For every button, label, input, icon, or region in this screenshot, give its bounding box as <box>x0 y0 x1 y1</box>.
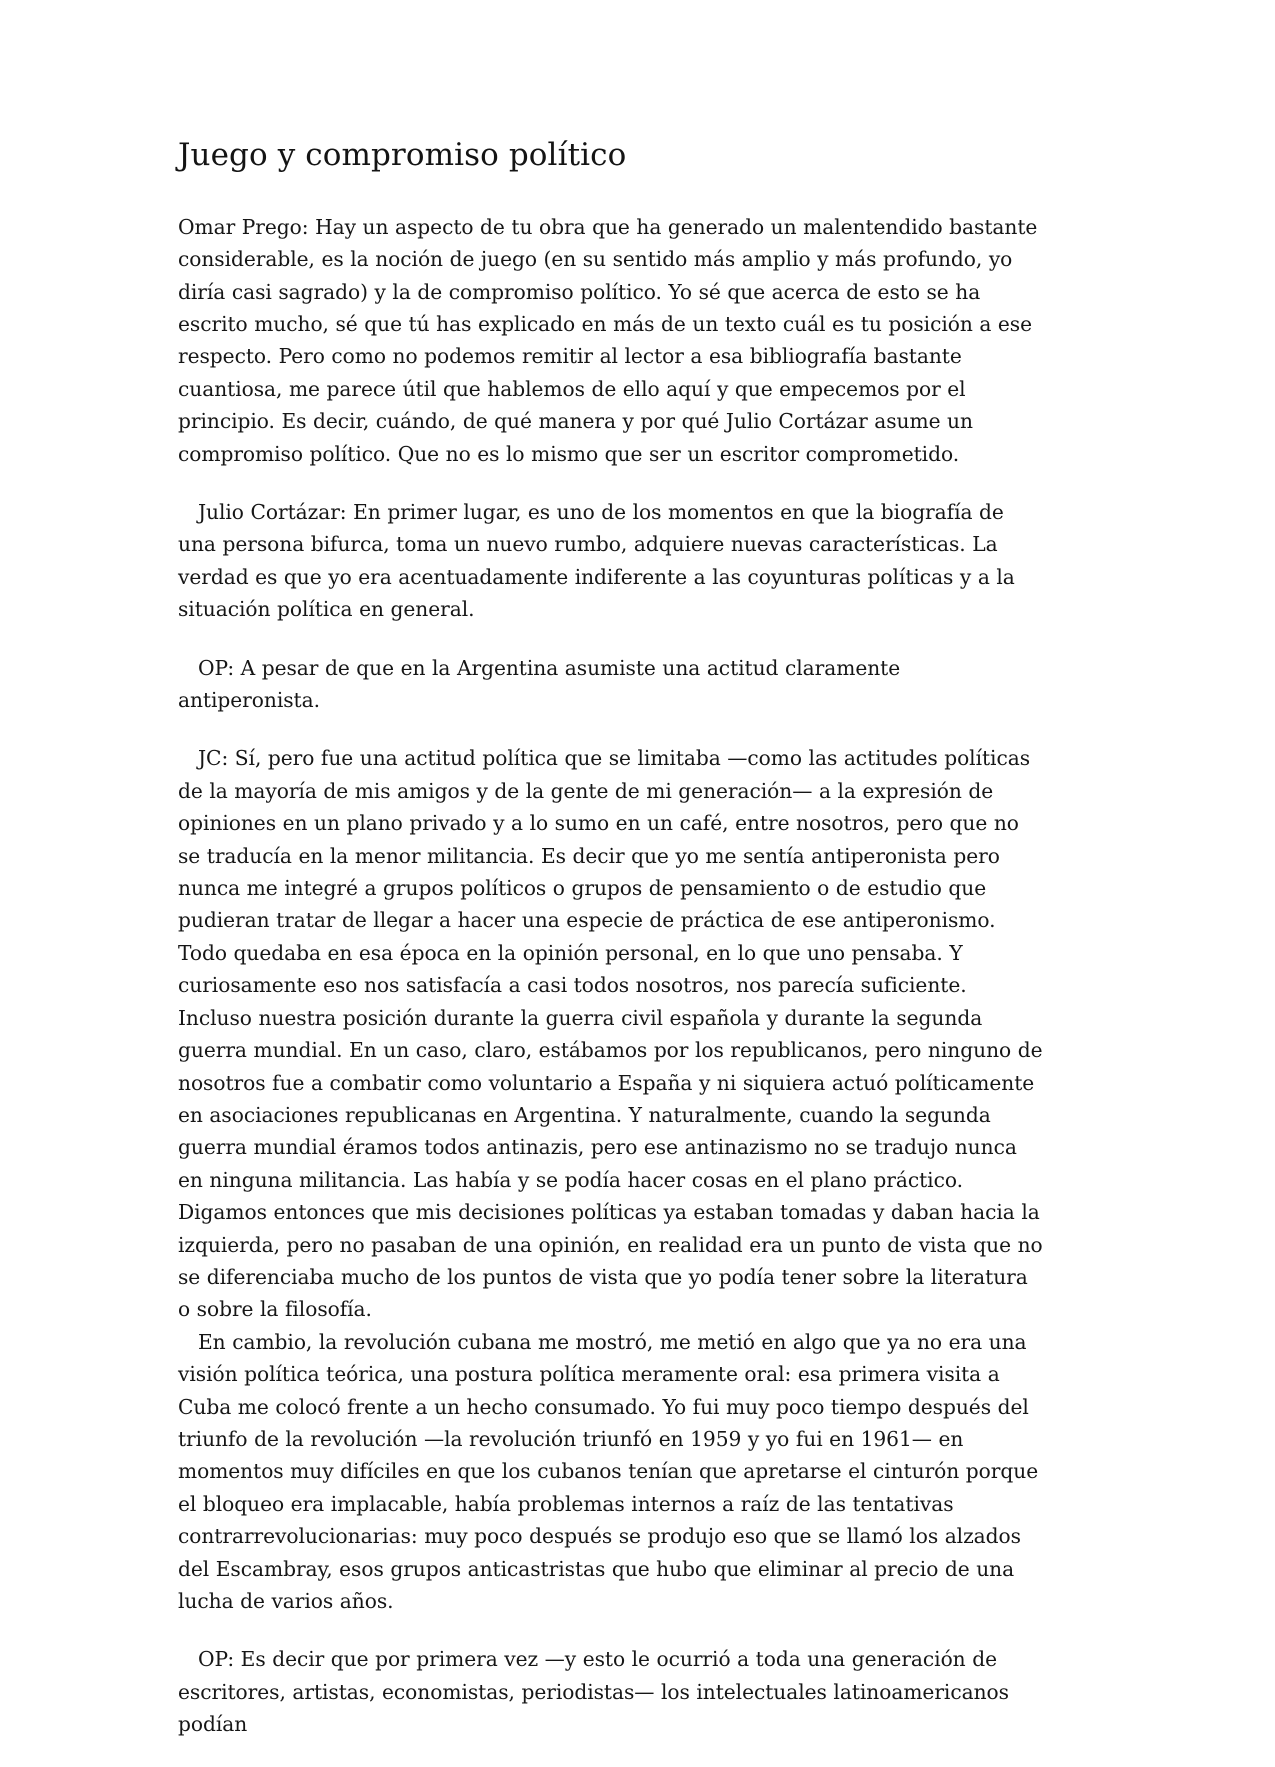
document-body <box>178 136 1044 1767</box>
paragraph-jc-answer-revolucion-cubana: En cambio, la revolución cubana me mostró, me metió en algo que ya no era una visión política teórica, una postura política meramente oral: esa primera visita a Cuba me colocó frente a un hecho consumado. Yo fui muy poco tiempo después del triunfo de la revolución —la revolución triunfó en 1959 y yo fui en 1961— en momentos muy difíciles en que los cubanos tenían que apretarse el cinturón porque el bloqueo era implacable, había problemas internos a raíz de las tentativas contrarrevolucionarias: muy poco después se produjo eso que se llamó los alzados del Escambray, esos grupos anticastristas que hubo que eliminar al precio de una lucha de varios años. <box>178 1329 1039 1613</box>
paragraph-julio-cortazar-reply: Julio Cortázar: En primer lugar, es uno de los momentos en que la biografía de una persona bifurca, toma un nuevo rumbo, adquiere nuevas características. La verdad es que yo era acentuadamente indiferente a las coyunturas políticas y a la situación política en general. <box>178 500 1015 622</box>
page-title: Juego y compromiso político <box>178 137 627 173</box>
paragraph-jc-answer-militancia: JC: Sí, pero fue una actitud política que se limitaba —como las actitudes políticas de la mayoría de mis amigos y de la gente de mi generación— a la expresión de opiniones en un plano privado y a lo sumo en un café, entre nosotros, pero que no se traducía en la menor militancia. Es decir que yo me sentía antiperonista pero nunca me integré a grupos políticos o grupos de pensamiento o de estudio que pudieran tratar de llegar a hacer una especie de práctica de ese antiperonismo. Todo quedaba en esa época en la opinión personal, en lo que uno pensaba. Y curiosamente eso nos satisfacía a casi todos nosotros, nos parecía suficiente. Incluso nuestra posición durante la guerra civil española y durante la segunda guerra mundial. En un caso, claro, estábamos por los republicanos, pero ninguno de nosotros fue a combatir como voluntario a España y ni siquiera actuó políticamente en asociaciones republicanas en Argentina. Y naturalmente, cuando la segunda guerra mundial éramos todos antinazis, pero ese antinazismo no se tradujo nunca en ninguna militancia. Las había y se podía hacer cosas en el plano práctico. Digamos entonces que mis decisiones políticas ya estaban tomadas y daban hacia la izquierda, pero no pasaban de una opinión, en realidad era un punto de vista que no se diferenciaba mucho de los puntos de vista que yo podía tener sobre la literatura o sobre la filosofía. <box>178 746 1043 1322</box>
paragraph-op-question-generacion: OP: Es decir que por primera vez —y esto le ocurrió a toda una generación de escritores, artistas, economistas, periodistas— los intelectuales latinoamericanos podían <box>178 1647 1009 1737</box>
paragraph-op-question-antiperonista: OP: A pesar de que en la Argentina asumiste una actitud claramente antiperonista. <box>178 655 901 713</box>
paragraph-omar-prego-intro: Omar Prego: Hay un aspecto de tu obra que ha generado un malentendido bastante considerable, es la noción de juego (en su sentido más amplio y más profundo, yo diría casi sagrado) y la de compromiso político. Yo sé que acerca de esto se ha escrito mucho, sé que tú has explicado en más de un texto cuál es tu posición a ese respecto. Pero como no podemos remitir al lector a esa bibliografía bastante cuantiosa, me parece útil que hablemos de ello aquí y que empecemos por el principio. Es decir, cuándo, de qué manera y por qué Julio Cortázar asume un compromiso político. Que no es lo mismo que ser un escritor comprometido. <box>178 214 1038 466</box>
